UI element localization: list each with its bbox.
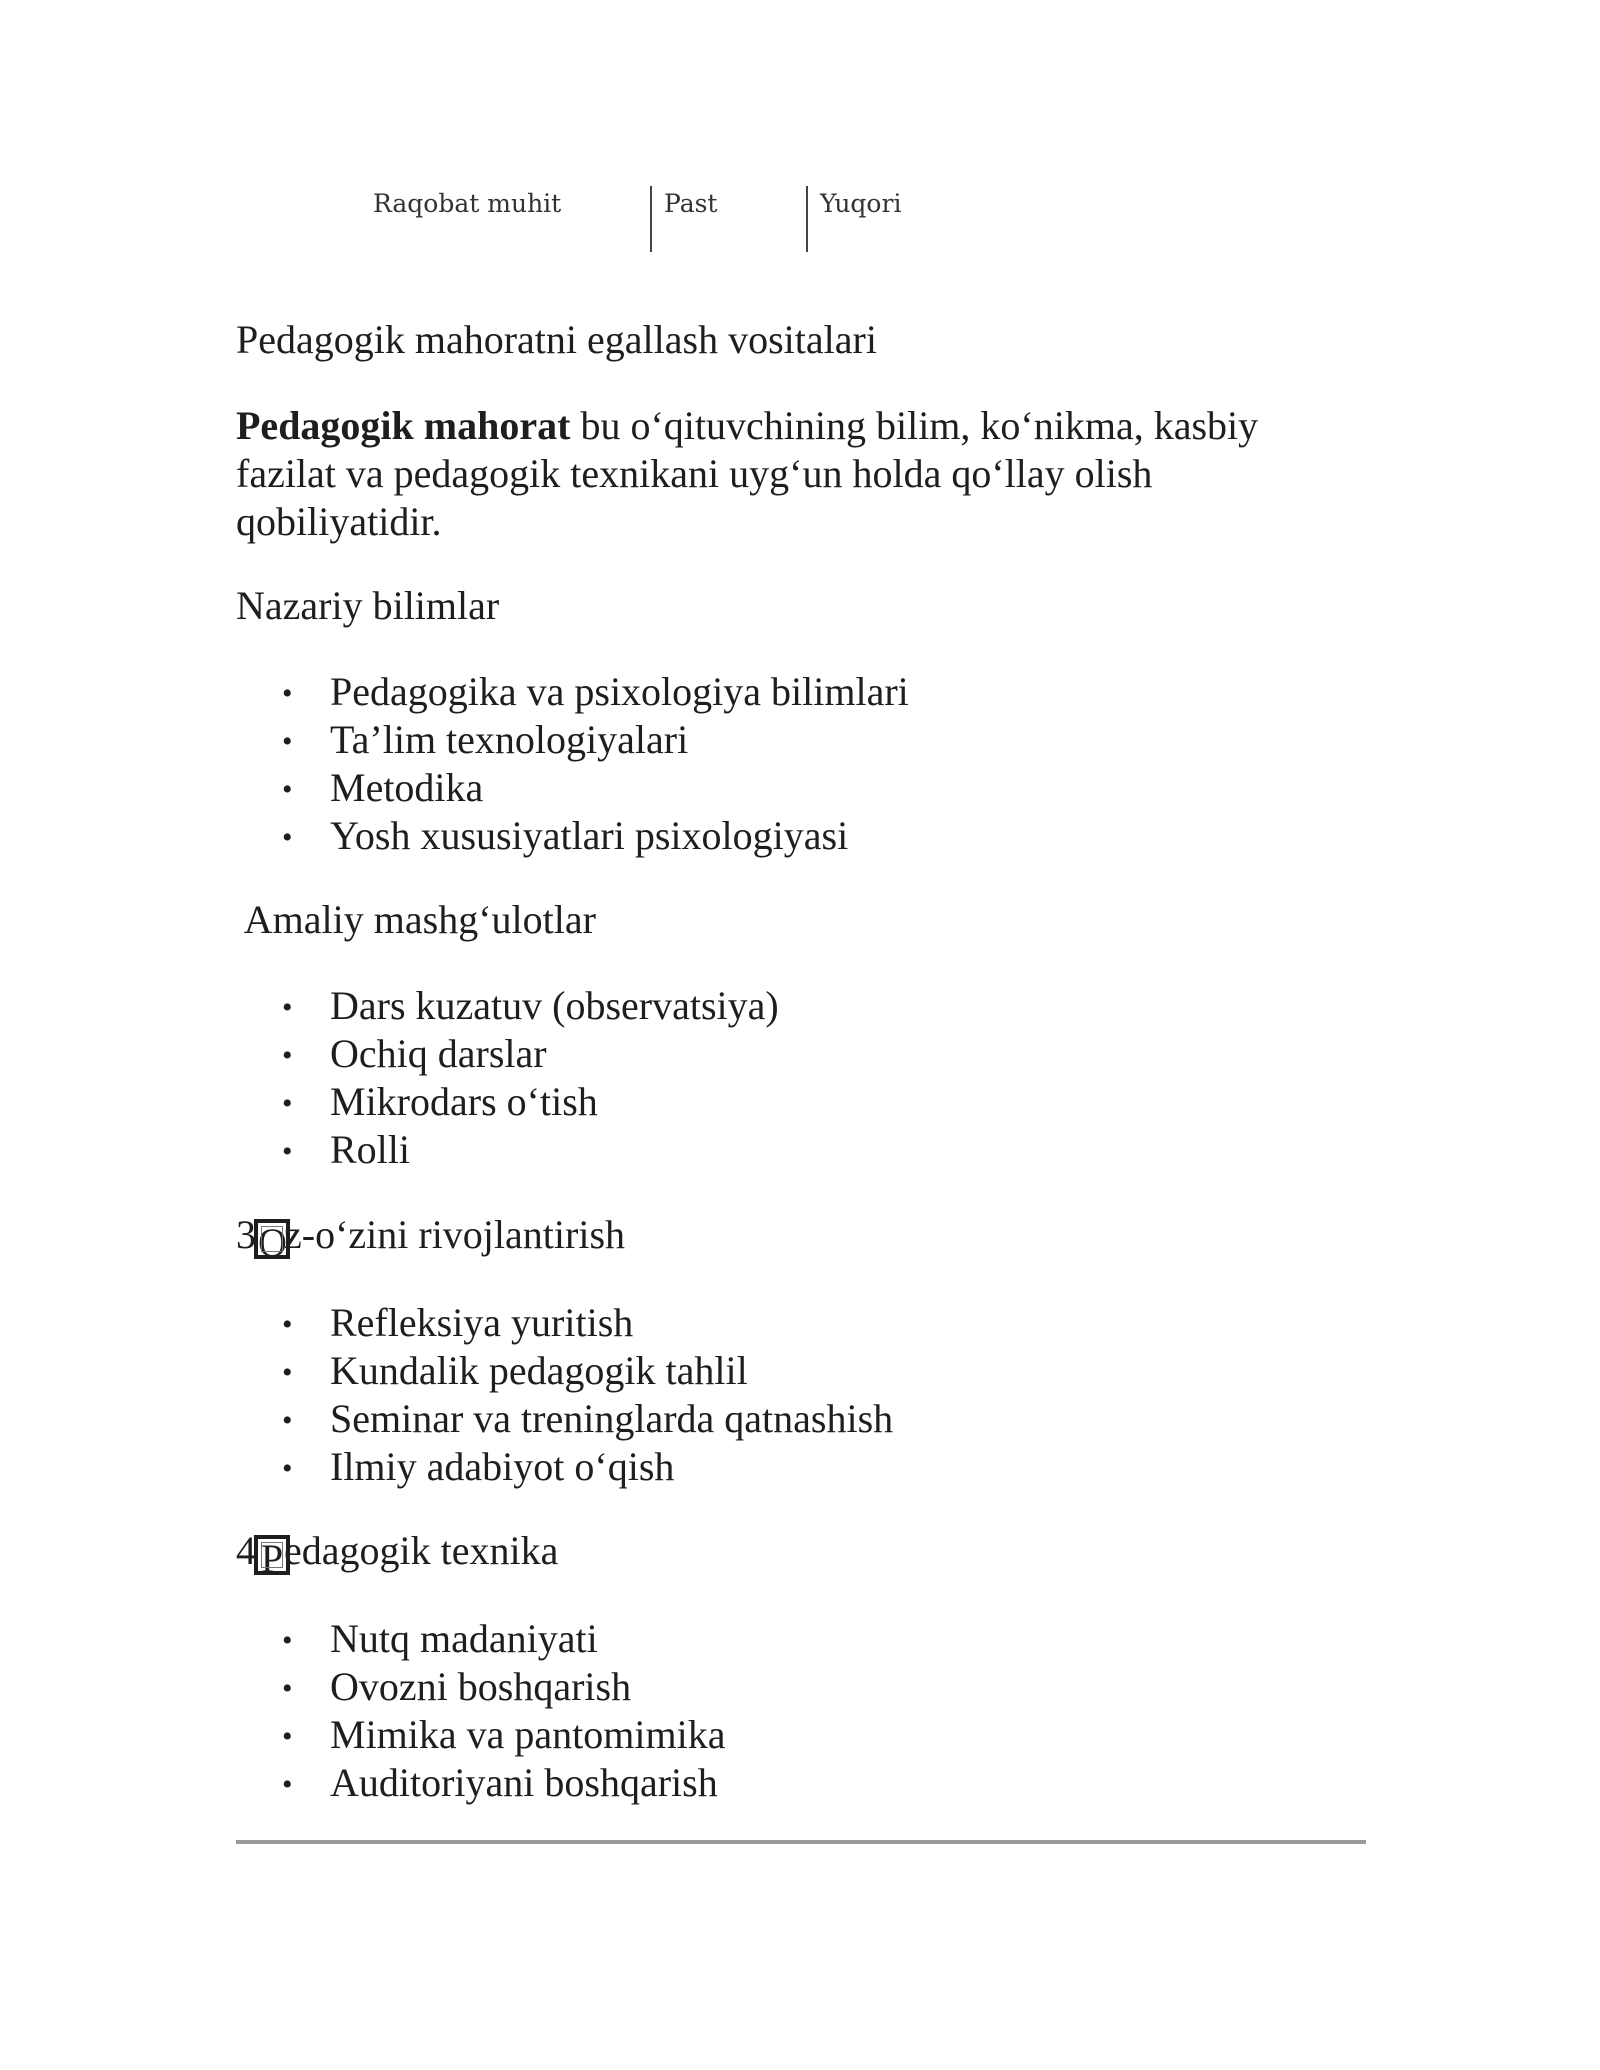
bullet-icon: • — [282, 1356, 293, 1389]
bullet-icon: • — [282, 677, 293, 710]
bullet-icon: • — [282, 1768, 293, 1801]
bullet-icon: • — [282, 1720, 293, 1753]
list-item-text: Kundalik pedagogik tahlil — [330, 1348, 748, 1393]
list-item-text: Mikrodars o‘tish — [330, 1079, 598, 1124]
list-item-text: Ovozni boshqarish — [330, 1664, 632, 1709]
section-heading: Amaliy mashg‘ulotlar — [236, 897, 596, 942]
list-item — [236, 764, 909, 812]
definition-paragraph — [236, 402, 1366, 546]
list-item — [236, 716, 909, 764]
list-item-text: Yosh xususiyatlari psixologiyasi — [330, 813, 849, 858]
list-item-text: Rolli — [330, 1127, 411, 1172]
bullet-icon: • — [282, 1308, 293, 1341]
table-row — [360, 186, 920, 252]
bullet-icon: • — [282, 1672, 293, 1705]
bullet-list — [236, 1615, 726, 1807]
list-item-text: Mimika va pantomimika — [330, 1712, 726, 1757]
bullet-icon: • — [282, 773, 293, 806]
list-item — [236, 1711, 726, 1759]
bullet-icon: • — [282, 1404, 293, 1437]
heading-number: 4 — [236, 1528, 256, 1573]
horizontal-rule — [236, 1840, 1366, 1844]
definition-term: Pedagogik mahorat — [236, 403, 571, 448]
list-item-text: Refleksiya yuritish — [330, 1300, 634, 1345]
bullet-list — [236, 668, 909, 860]
section-heading — [236, 1211, 1366, 1265]
bullet-icon: • — [282, 1087, 293, 1120]
table-cell: Yuqori — [806, 186, 970, 252]
list-item — [236, 1615, 726, 1663]
list-item-text: Seminar va treninglarda qatnashish — [330, 1396, 894, 1441]
heading-number: 3 — [236, 1212, 256, 1257]
list-item — [236, 668, 909, 716]
list-item-text: Ochiq darslar — [330, 1031, 547, 1076]
section-heading — [236, 1527, 1366, 1581]
bullet-icon: • — [282, 1135, 293, 1168]
list-item-text: Metodika — [330, 765, 484, 810]
bullet-icon: • — [282, 991, 293, 1024]
list-item-text: Ta’lim texnologiyalari — [330, 717, 689, 762]
bullet-icon: • — [282, 1452, 293, 1485]
missing-glyph-box: O — [254, 1219, 290, 1259]
bullet-icon: • — [282, 1039, 293, 1072]
table-cell: Raqobat muhit — [373, 189, 562, 218]
heading-text: z-o‘zini rivojlantirish — [284, 1212, 626, 1257]
list-item — [236, 1443, 893, 1491]
list-item-text: Dars kuzatuv (observatsiya) — [330, 983, 779, 1028]
heading-text: edagogik texnika — [284, 1528, 559, 1573]
list-item — [236, 812, 909, 860]
list-item — [236, 1078, 779, 1126]
list-item-text: Pedagogika va psixologiya bilimlari — [330, 669, 909, 714]
section-heading: Nazariy bilimlar — [236, 583, 500, 628]
table-cell: Past — [650, 186, 814, 252]
list-item — [236, 1347, 893, 1395]
bullet-icon: • — [282, 1624, 293, 1657]
list-item — [236, 1030, 779, 1078]
list-item — [236, 1299, 893, 1347]
list-item — [236, 1126, 779, 1174]
bullet-icon: • — [282, 725, 293, 758]
list-item-text: Nutq madaniyati — [330, 1616, 598, 1661]
missing-glyph-box: P — [254, 1535, 290, 1575]
main-heading: Pedagogik mahoratni egallash vositalari — [236, 317, 877, 362]
list-item — [236, 1759, 726, 1807]
list-item-text: Auditoriyani boshqarish — [330, 1760, 718, 1805]
list-item — [236, 1663, 726, 1711]
bullet-list — [236, 982, 779, 1174]
list-item — [236, 1395, 893, 1443]
definition-text: bu o‘qituvchining bilim, ko‘nikma, kasbiy fazilat va pedagogik texnikani uyg‘un holda qo‘llay olish qobiliyatidir. — [236, 403, 1259, 544]
list-item — [236, 982, 779, 1030]
bullet-icon: • — [282, 821, 293, 854]
list-item-text: Ilmiy adabiyot o‘qish — [330, 1444, 675, 1489]
bullet-list — [236, 1299, 893, 1491]
